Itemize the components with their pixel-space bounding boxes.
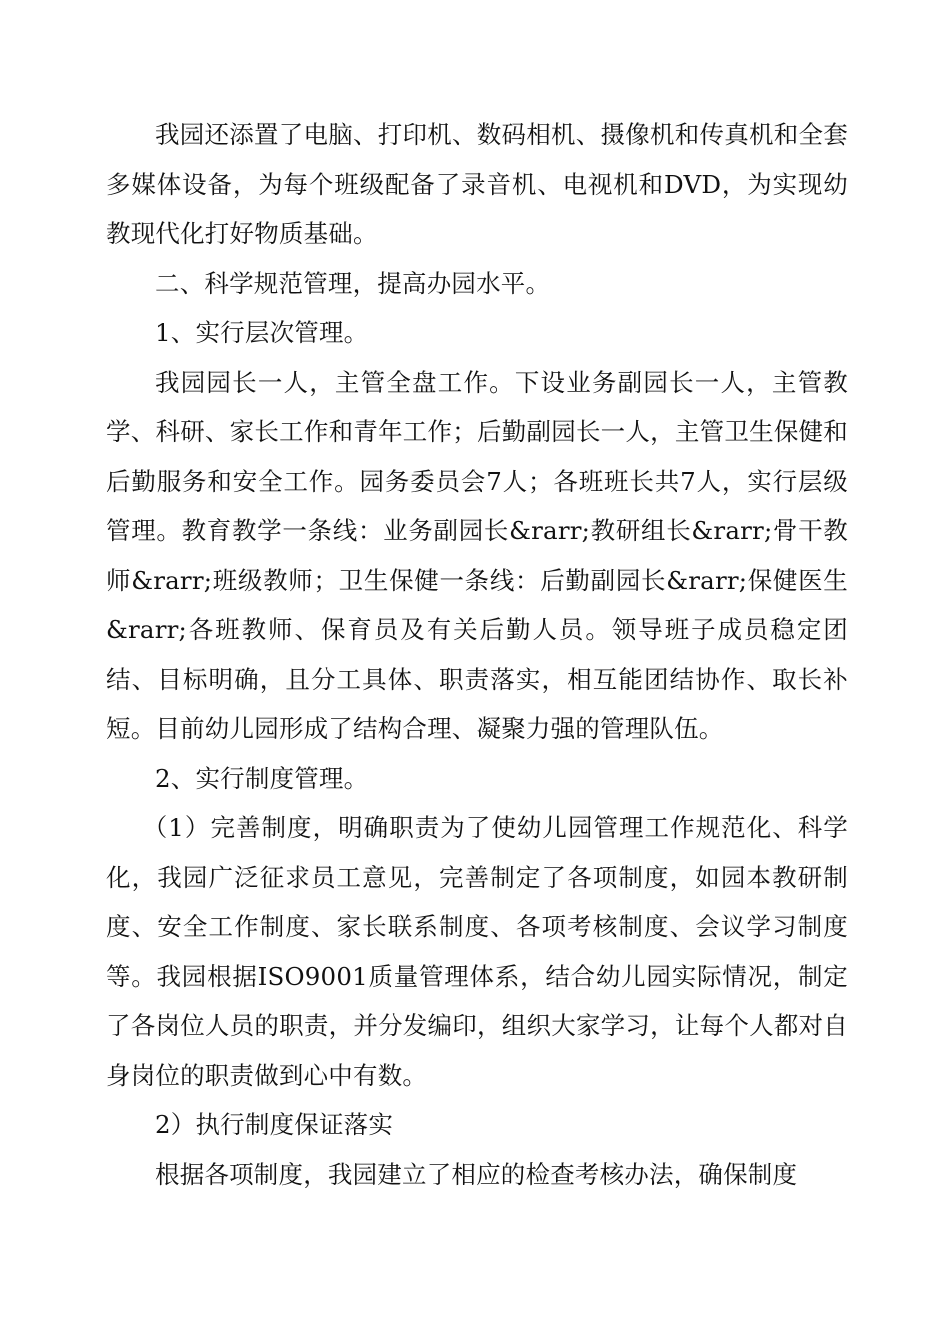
document-body: [106, 110, 848, 1199]
heading-section-two: 二、科学规范管理，提高办园水平。: [155, 268, 551, 298]
heading-layer-management: 1、实行层次管理。: [155, 318, 369, 347]
heading-execute-system: 2）执行制度保证落实: [155, 1110, 394, 1139]
paragraph-leadership: 我园园长一人，主管全盘工作。下设业务副园长一人，主管教学、科研、家长工作和青年工作；后勤副园长一人，主管卫生保健和后勤服务和安全工作。园务委员会7人；各班班长共7人，实行层级管理。教育教学一条线：业务副园长&rarr;教研组长&rarr;骨干教师&rarr;班级教师；卫生保健一条线：后勤副园长&rarr;保健医生&rarr;各班教师、保育员及有关后勤人员。领导班子成员稳定团结、目标明确，且分工具体、职责落实，相互能团结协作、取长补短。目前幼儿园形成了结构合理、凝聚力强的管理队伍。: [106, 367, 848, 743]
heading-system-management: 2、实行制度管理。: [155, 763, 369, 793]
paragraph-improve-system: （1）完善制度，明确职责为了使幼儿园管理工作规范化、科学化，我园广泛征求员工意见，完善制定了各项制度，如园本教研制度、安全工作制度、家长联系制度、各项考核制度、会议学习制度等。我园根据ISO9001质量管理体系，结合幼儿园实际情况，制定了各岗位人员的职责，并分发编印，组织大家学习，让每个人都对自身岗位的职责做到心中有数。: [106, 813, 848, 1090]
paragraph-equipment: 我园还添置了电脑、打印机、数码相机、摄像机和传真机和全套多媒体设备，为每个班级配备了录音机、电视机和DVD，为实现幼教现代化打好物质基础。: [106, 120, 848, 248]
paragraph-inspection: 根据各项制度，我园建立了相应的检查考核办法，确保制度: [155, 1159, 798, 1189]
